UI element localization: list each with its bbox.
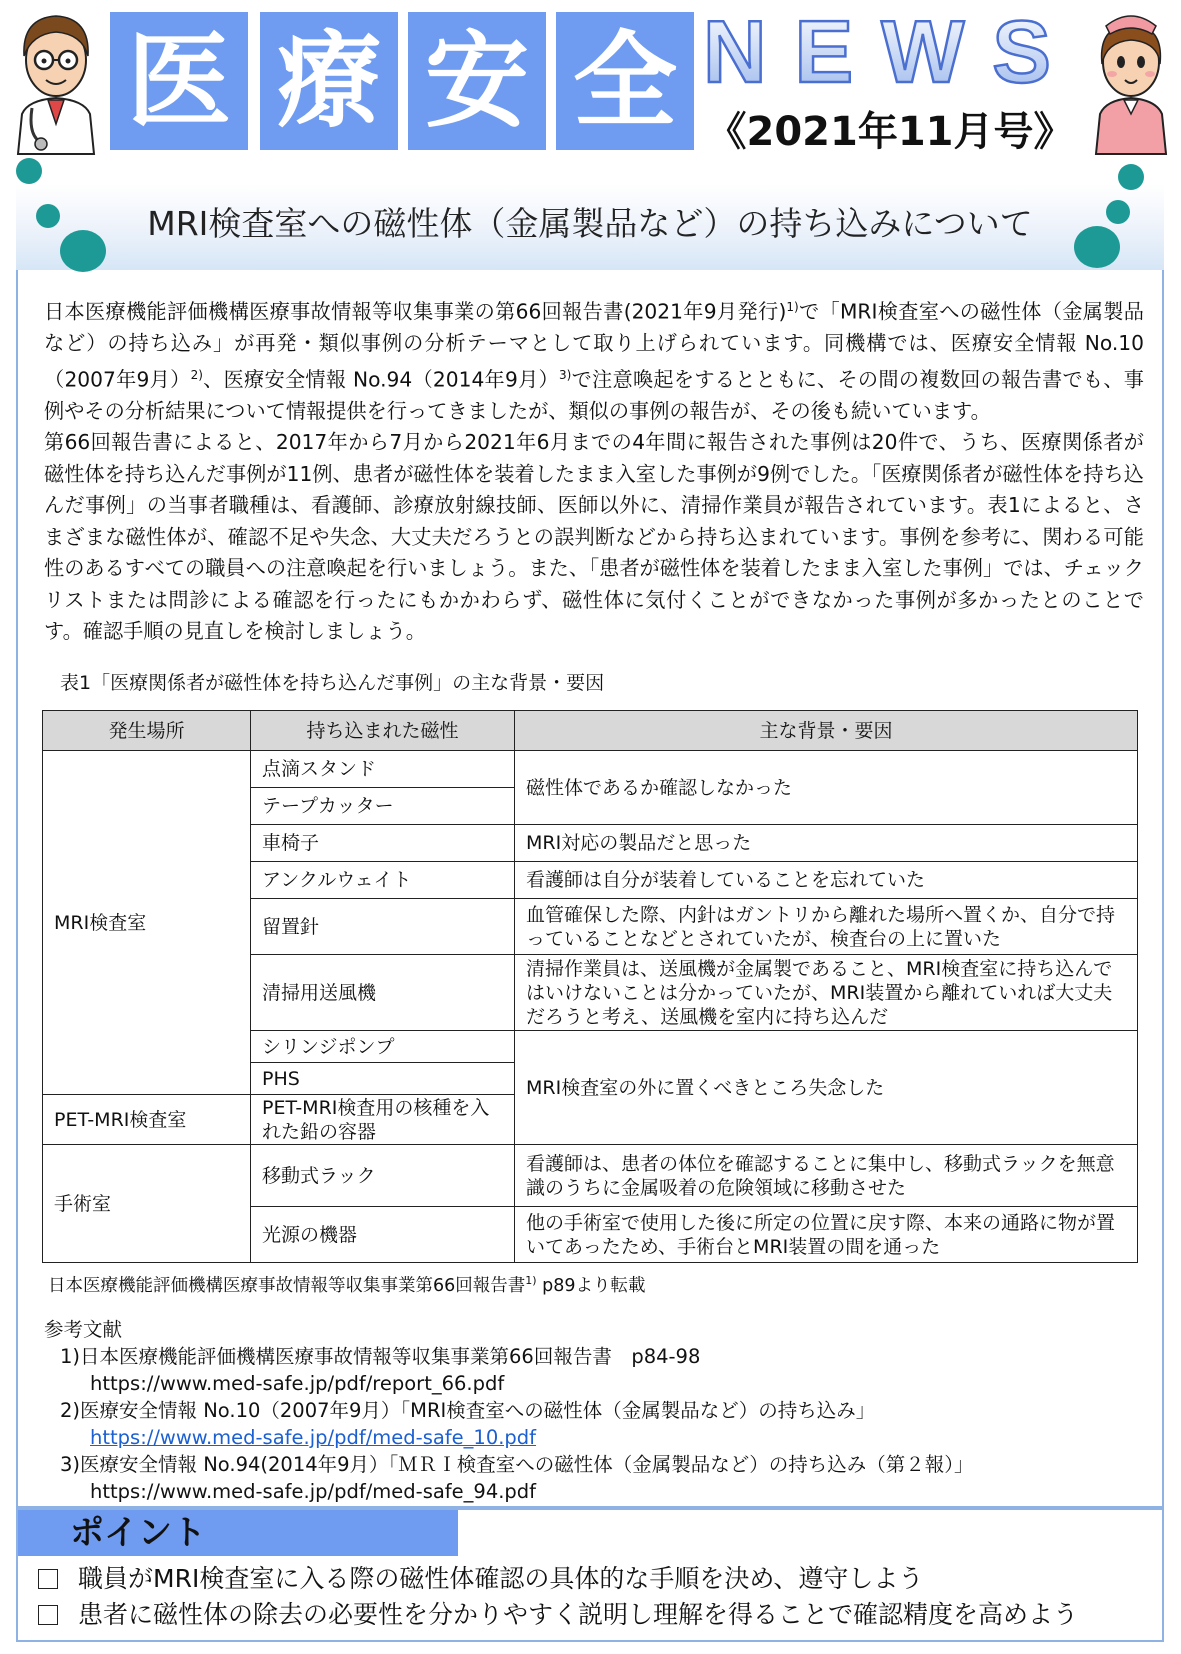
item-cell: 点滴スタンド (251, 751, 515, 788)
point-box (16, 1508, 1164, 1642)
reference-item: 1)日本医療機能評価機構医療事故情報等収集事業第66回報告書 p84-98 (60, 1345, 701, 1368)
point-item: 職員がMRI検査室に入る際の磁性体確認の具体的な手順を決め、遵守しよう (38, 1562, 1148, 1596)
table-row (43, 1145, 1138, 1207)
reference-url: https://www.med-safe.jp/pdf/med-safe_94.pdf (90, 1480, 537, 1503)
title-char-1: 医 (110, 12, 248, 150)
reference-item: 2)医療安全情報 No.10（2007年9月）「MRI検査室への磁性体（金属製品など）の持ち込み」 (60, 1399, 876, 1422)
checkbox-icon[interactable] (38, 1569, 58, 1589)
reason-cell: 他の手術室で使用した後に所定の位置に戻す際、本来の通路に物が置いてあったため、手術台とMRI装置の間を通った (515, 1207, 1138, 1263)
title-char-3: 安 (408, 12, 546, 150)
item-cell: 光源の機器 (251, 1207, 515, 1263)
reference-item: 3)医療安全情報 No.94(2014年9月）「ＭＲＩ検査室への磁性体（金属製品など）の持ち込み（第２報）」 (60, 1453, 974, 1476)
place-cell: MRI検査室 (43, 751, 251, 1095)
item-cell: PHS (251, 1063, 515, 1095)
item-cell: 車椅子 (251, 825, 515, 862)
reason-cell: 看護師は自分が装着していることを忘れていた (515, 862, 1138, 899)
article-title: MRI検査室への磁性体（金属製品など）の持ち込みについて (147, 204, 1033, 243)
decorative-dot (60, 230, 106, 272)
item-cell: アンクルウェイト (251, 862, 515, 899)
reason-cell: MRI検査室の外に置くべきところ失念した (515, 1031, 1138, 1145)
background-factors-table (42, 710, 1138, 1263)
reference-link[interactable]: https://www.med-safe.jp/pdf/med-safe_10.pdf (90, 1426, 537, 1449)
item-cell: テープカッター (251, 788, 515, 825)
decorative-dot (1074, 226, 1120, 268)
table-row (43, 751, 1138, 788)
reason-cell: 清掃作業員は、送風機が金属製であること、MRI検査室に持ち込んではいけないことは分かっていたが、MRI装置から離れていれば大丈夫だろうと考え、送風機を室内に持ち込んだ (515, 955, 1138, 1031)
article-title-band (16, 184, 1164, 270)
main-content (16, 270, 1164, 1508)
reason-cell: 磁性体であるか確認しなかった (515, 751, 1138, 825)
table-header-row (43, 711, 1138, 751)
issue-date: 《2021年11月号》 (706, 109, 1074, 155)
reference-url: https://www.med-safe.jp/pdf/report_66.pdf (90, 1372, 505, 1395)
decorative-dot (16, 158, 42, 184)
point-heading: ポイント (18, 1510, 458, 1556)
news-logo (700, 4, 1082, 94)
item-cell: 移動式ラック (251, 1145, 515, 1207)
point-item: 患者に磁性体の除去の必要性を分かりやすく説明し理解を得ることで確認精度を高めよう (38, 1598, 1148, 1632)
table-caption: 表1「医療関係者が磁性体を持ち込んだ事例」の主な背景・要因 (60, 672, 605, 694)
intro-text (44, 292, 1144, 648)
table-header: 主な背景・要因 (515, 711, 1138, 751)
table-header: 持ち込まれた磁性 (251, 711, 515, 751)
decorative-dot (36, 204, 60, 228)
place-cell: PET-MRI検査室 (43, 1095, 251, 1145)
item-cell: PET-MRI検査用の核種を入れた鉛の容器 (251, 1095, 515, 1145)
doctor-illustration (8, 4, 104, 159)
decorative-dot (1118, 164, 1144, 190)
checkbox-icon[interactable] (38, 1605, 58, 1625)
nurse-illustration (1088, 2, 1174, 157)
intro-paragraph-2: 第66回報告書によると、2017年から7月から2021年6月までの4年間に報告された事例は20件で、うち、医療関係者が磁性体を持ち込んだ事例が11例、患者が磁性体を装着したまま入室した事例が9例でした。「医療関係者が磁性体を持ち込んだ事例」の当事者職種は、看護師、診療放射線技師、医師以外に、清掃作業員が報告されています。表1によると、さまざまな磁性体が、確認不足や失念、大丈夫だろうとの誤判断などから持ち込まれています。事例を参考に、関わる可能性のあるすべての職員への注意喚起を行いましょう。また、「患者が磁性体を装着したまま入室した事例」では、チェックリストまたは問診による確認を行ったにもかかわらず、磁性体に気付くことができなかった事例が多かったとのことです。確認手順の見直しを検討しましょう。 (44, 430, 1144, 644)
item-cell: 留置針 (251, 899, 515, 955)
title-char-2: 療 (260, 12, 398, 150)
references (44, 1316, 1144, 1505)
reason-cell: 血管確保した際、内針はガントリから離れた場所へ置くか、自分で持っていることなどとされていたが、検査台の上に置いた (515, 899, 1138, 955)
table-header: 発生場所 (43, 711, 251, 751)
title-char-4: 全 (556, 12, 694, 150)
place-cell: 手術室 (43, 1145, 251, 1263)
decorative-dot (1106, 200, 1130, 224)
reason-cell: MRI対応の製品だと思った (515, 825, 1138, 862)
item-cell: シリンジポンプ (251, 1031, 515, 1063)
references-heading: 参考文献 (44, 1318, 123, 1341)
intro-paragraph-1: 日本医療機能評価機構医療事故情報等収集事業の第66回報告書(2021年9月発行)$^{1)}$で「MRI検査室への磁性体（金属製品など）の持ち込み」が再発・類似事例の分析テーマとして取り上げられています。同機構では、医療安全情報 No.10（2007年9月）$^{2)}$、医療安全情報 No.94（2014年9月）$^{3)}$で注意喚起をするとともに、その間の複数回の報告書でも、事例やその分析結果について情報提供を行ってきましたが、類似の事例の報告が、その後も続いています。 (44, 299, 1144, 423)
table-source: 日本医療機能評価機構医療事故情報等収集事業第66回報告書$^{1)}$ p89より転載 (48, 1274, 646, 1296)
item-cell: 清掃用送風機 (251, 955, 515, 1031)
reason-cell: 看護師は、患者の体位を確認することに集中し、移動式ラックを無意識のうちに金属吸着の危険領域に移動させた (515, 1145, 1138, 1207)
news-text: NEWS (703, 4, 1079, 94)
